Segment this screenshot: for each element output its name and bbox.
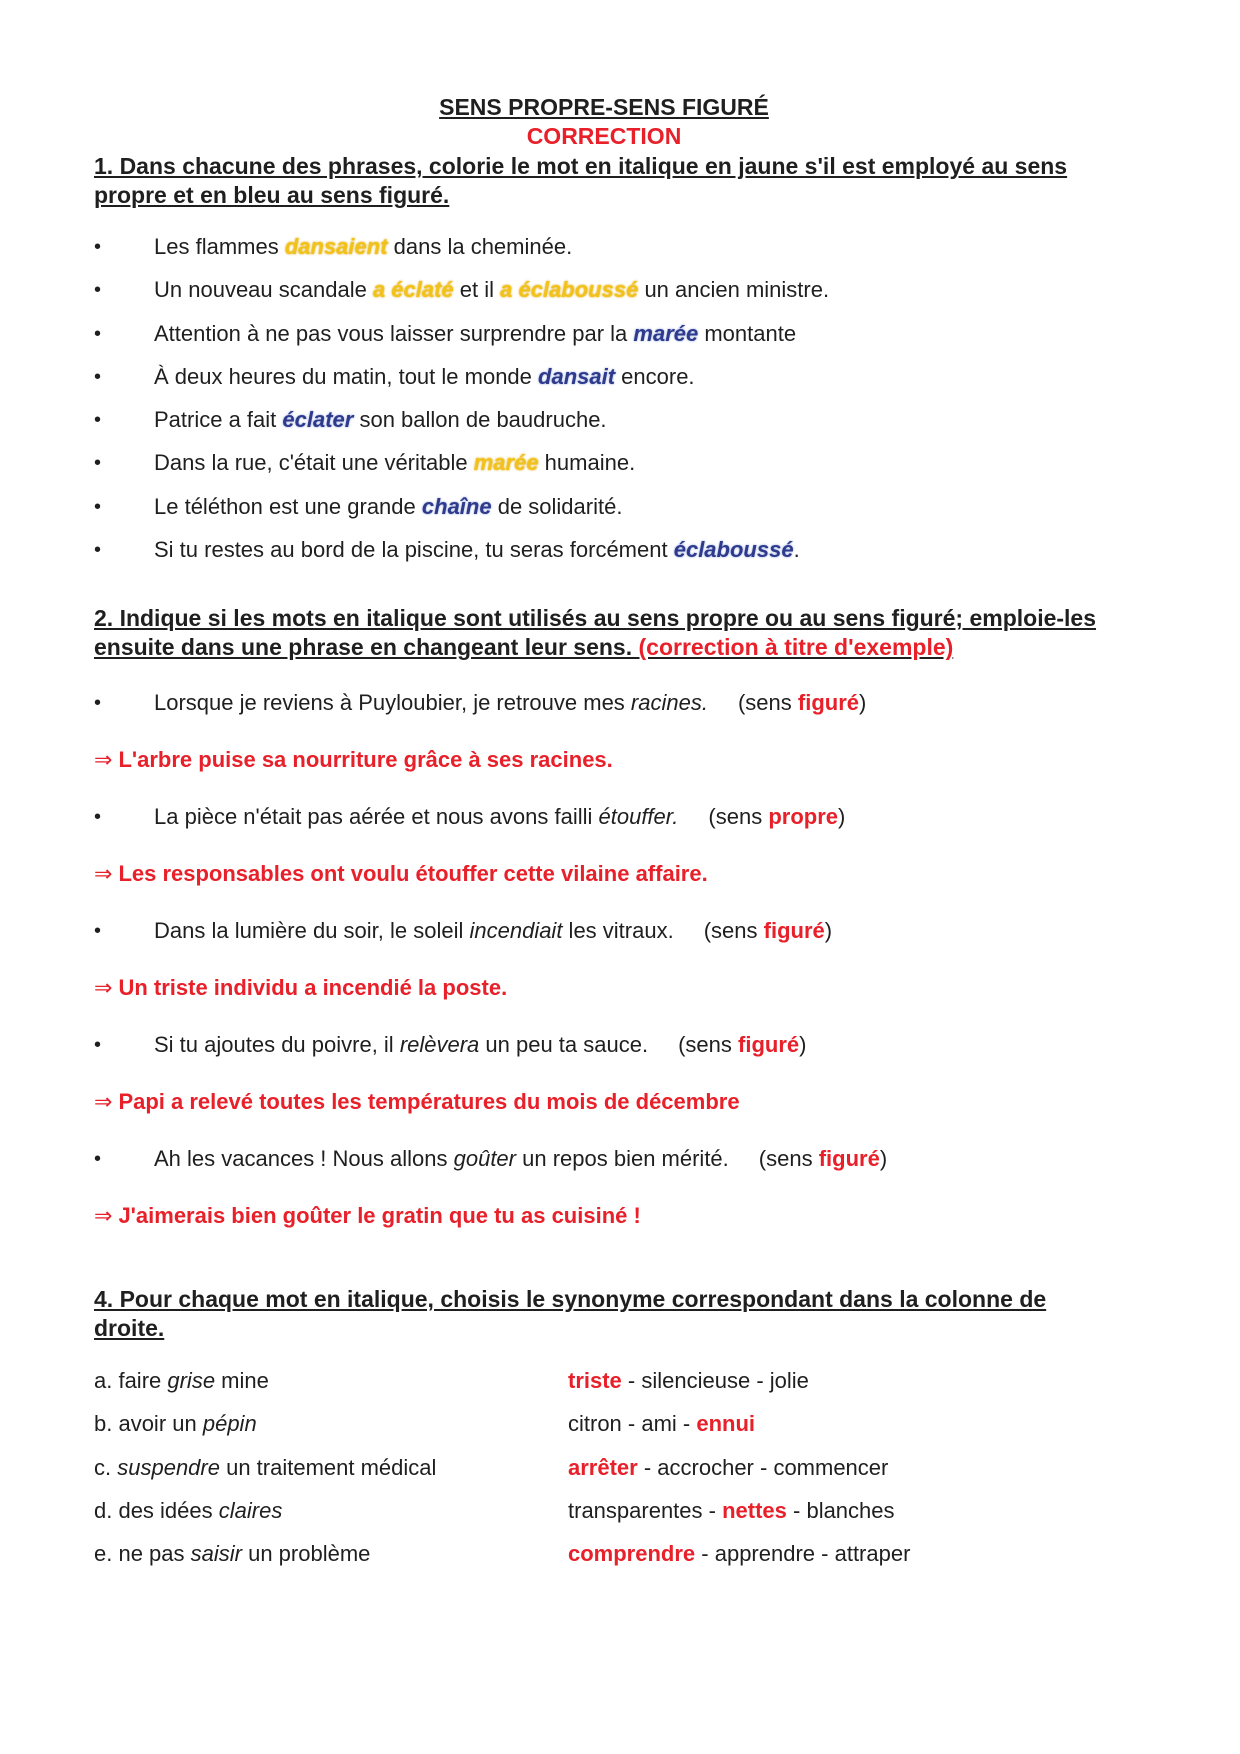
sens-label: (sens figuré) <box>758 1146 888 1172</box>
text: un traitement médical <box>219 1454 437 1480</box>
arrow-icon: ⇒ <box>94 747 113 773</box>
text: e. ne pas <box>94 1541 191 1567</box>
expression-cell <box>94 1446 568 1489</box>
separator: - <box>750 1368 770 1394</box>
text: encore. <box>615 363 695 389</box>
synonym: jolie <box>769 1368 809 1394</box>
bullet: • <box>94 279 102 302</box>
sens-value: figuré <box>738 1032 800 1058</box>
text: Dans la lumière du soir, le soleil <box>154 918 470 944</box>
bullet: • <box>94 495 102 518</box>
bullet: • <box>94 539 102 562</box>
sens-value: figuré <box>763 918 825 944</box>
synonyms-cell <box>568 1446 910 1489</box>
list-item <box>94 275 1114 318</box>
bullet: • <box>94 1148 102 1171</box>
bullet: • <box>94 692 102 715</box>
synonyms-cell <box>568 1359 910 1402</box>
text: c. <box>94 1454 118 1480</box>
text: les vitraux. <box>562 918 674 944</box>
bullet: • <box>94 920 102 943</box>
page-title: SENS PROPRE-SENS FIGURÉ <box>439 94 769 120</box>
correct-synonym: arrêter <box>568 1454 638 1480</box>
answer-line <box>94 859 1114 889</box>
text: ) <box>879 1146 888 1172</box>
table-row <box>94 1489 910 1532</box>
sens-label: (sens propre) <box>708 804 846 830</box>
table-row <box>94 1533 910 1576</box>
colored-word: dansaient <box>284 234 388 259</box>
italic-word: incendiait <box>469 918 563 944</box>
list-item <box>94 492 1114 535</box>
arrow-icon: ⇒ <box>94 1203 113 1229</box>
bullet: • <box>94 365 102 388</box>
synonym: ami <box>641 1411 677 1437</box>
text: ) <box>799 1032 807 1058</box>
text: Si tu restes au bord de la piscine, tu seras forcément <box>154 537 674 563</box>
list-item <box>94 362 1114 405</box>
separator: - <box>815 1541 835 1567</box>
text: humaine. <box>538 450 636 476</box>
expression-cell <box>94 1403 568 1446</box>
bullet: • <box>94 452 102 475</box>
text: son ballon de baudruche. <box>353 407 607 433</box>
text: Le téléthon est une grande <box>154 493 422 519</box>
separator: - <box>702 1497 723 1523</box>
sens-value: figuré <box>818 1146 880 1172</box>
exercise-2-list <box>94 688 1114 1231</box>
answer-line <box>94 1087 1114 1117</box>
list-item <box>94 535 1114 578</box>
colored-word: éclaboussé <box>673 537 794 563</box>
bullet: • <box>94 1034 102 1057</box>
colored-word: a éclaboussé <box>500 277 639 303</box>
bullet: • <box>94 806 102 829</box>
text: Attention à ne pas vous laisser surprendre par la <box>154 320 634 346</box>
italic-word: étouffer. <box>598 804 679 830</box>
table-row <box>94 1359 910 1402</box>
text: La pièce n'était pas aérée et nous avons failli <box>154 804 599 830</box>
list-item <box>94 232 1114 275</box>
separator: - <box>786 1497 807 1523</box>
italic-word: saisir <box>190 1541 242 1567</box>
exercise-1-list <box>94 232 1114 578</box>
colored-word: marée <box>473 450 539 476</box>
text: montante <box>698 320 797 346</box>
separator: - <box>621 1368 642 1394</box>
correct-synonym: triste <box>568 1368 622 1394</box>
list-item <box>94 405 1114 448</box>
text: ) <box>838 804 846 830</box>
answer-line <box>94 973 1114 1003</box>
italic-word: pépin <box>202 1411 257 1437</box>
bullet: • <box>94 409 102 432</box>
sentence-item <box>94 1144 1114 1174</box>
text: Les flammes <box>154 234 285 259</box>
synonym: accrocher <box>657 1454 754 1480</box>
colored-word: dansait <box>538 363 616 389</box>
synonym: silencieuse <box>641 1368 751 1394</box>
expression-cell <box>94 1489 568 1532</box>
synonyms-cell <box>568 1403 910 1446</box>
arrow-icon: ⇒ <box>94 1089 113 1115</box>
correction-label: CORRECTION <box>526 123 682 149</box>
sentence-item <box>94 688 1114 718</box>
answer-line <box>94 1201 1114 1231</box>
sens-value: propre <box>768 804 839 830</box>
separator: - <box>621 1411 642 1437</box>
expression-cell <box>94 1533 568 1576</box>
arrow-icon: ⇒ <box>94 975 113 1001</box>
italic-word: suspendre <box>117 1454 220 1480</box>
italic-word: goûter <box>453 1146 516 1172</box>
answer-text: Les responsables ont voulu étouffer cette vilaine affaire. <box>118 861 708 887</box>
sentence-item <box>94 916 1114 946</box>
arrow-icon: ⇒ <box>94 861 113 887</box>
colored-word: a éclaté <box>372 277 454 303</box>
separator: - <box>637 1454 658 1480</box>
separator: - <box>695 1541 715 1567</box>
text: Si tu ajoutes du poivre, il <box>154 1032 400 1058</box>
exercise-2-heading-text: 2. Indique si les mots en italique sont utilisés au sens propre ou au sens figuré; emploie-les ensuite dans une phrase en changeant leur sens. <box>94 605 1097 661</box>
italic-word: relèvera <box>399 1032 480 1058</box>
answer-line <box>94 745 1114 775</box>
worksheet <box>94 92 1114 1576</box>
italic-word: grise <box>167 1368 216 1394</box>
sens-label: (sens figuré) <box>737 690 867 716</box>
colored-word: marée <box>633 320 699 346</box>
text: mine <box>215 1368 269 1394</box>
separator: - <box>676 1411 697 1437</box>
text: b. avoir un <box>94 1411 203 1437</box>
italic-word: racines. <box>630 690 708 716</box>
synonym: apprendre <box>714 1541 816 1567</box>
exercise-1-heading: 1. Dans chacune des phrases, colorie le mot en italique en jaune s'il est employé au sens propre et en bleu au sens figuré. <box>94 153 1068 208</box>
text: Ah les vacances ! Nous allons <box>154 1146 454 1172</box>
text: Patrice a fait <box>154 407 283 433</box>
correct-synonym: nettes <box>722 1497 787 1523</box>
synonyms-cell <box>568 1489 910 1532</box>
text: a. faire <box>94 1368 168 1394</box>
exercise-4-table <box>94 1359 910 1575</box>
expression-cell <box>94 1359 568 1402</box>
synonym: commencer <box>773 1454 889 1480</box>
answer-text: Papi a relevé toutes les températures du mois de décembre <box>118 1089 740 1115</box>
table-row <box>94 1403 910 1446</box>
text: Dans la rue, c'était une véritable <box>154 450 474 476</box>
text: dans la cheminée. <box>387 234 573 259</box>
sens-label: (sens figuré) <box>703 918 833 944</box>
exercise-2-heading-note: (correction à titre d'exemple) <box>638 634 954 661</box>
text: d. des idées <box>94 1497 219 1523</box>
text: ) <box>824 918 833 944</box>
list-item <box>94 319 1114 362</box>
text: . <box>793 537 800 563</box>
synonym: transparentes <box>568 1497 703 1523</box>
sens-label: (sens figuré) <box>678 1032 807 1058</box>
correct-synonym: comprendre <box>568 1541 696 1567</box>
sentence-item <box>94 802 1114 832</box>
colored-word: chaîne <box>421 493 492 519</box>
exercise-4-heading: 4. Pour chaque mot en italique, choisis le synonyme correspondant dans la colonne de droite. <box>94 1286 1047 1342</box>
bullet: • <box>94 322 102 345</box>
synonym: blanches <box>806 1497 895 1523</box>
answer-text: L'arbre puise sa nourriture grâce à ses racines. <box>118 747 613 773</box>
text: de solidarité. <box>491 493 623 519</box>
text: et il <box>453 277 501 303</box>
text: un problème <box>241 1541 371 1567</box>
synonym: citron <box>568 1411 622 1437</box>
answer-text: J'aimerais bien goûter le gratin que tu as cuisiné ! <box>118 1203 641 1229</box>
synonyms-cell <box>568 1533 910 1576</box>
colored-word: éclater <box>282 407 354 433</box>
table-row <box>94 1446 910 1489</box>
bullet: • <box>94 236 102 258</box>
text: ) <box>859 690 867 716</box>
text: À deux heures du matin, tout le monde <box>154 363 539 389</box>
exercise-2-heading <box>94 604 1114 662</box>
sens-value: figuré <box>797 690 860 716</box>
italic-word: claires <box>218 1497 283 1523</box>
synonym: attraper <box>834 1541 911 1567</box>
separator: - <box>753 1454 774 1480</box>
text: un peu ta sauce. <box>479 1032 649 1058</box>
list-item <box>94 448 1114 491</box>
correct-synonym: ennui <box>696 1411 756 1437</box>
text: Lorsque je reviens à Puyloubier, je retrouve mes <box>154 690 631 716</box>
text: un repos bien mérité. <box>516 1146 729 1172</box>
text: un ancien ministre. <box>638 277 830 303</box>
answer-text: Un triste individu a incendié la poste. <box>118 975 508 1001</box>
text: Un nouveau scandale <box>154 277 373 303</box>
sentence-item <box>94 1030 1114 1060</box>
